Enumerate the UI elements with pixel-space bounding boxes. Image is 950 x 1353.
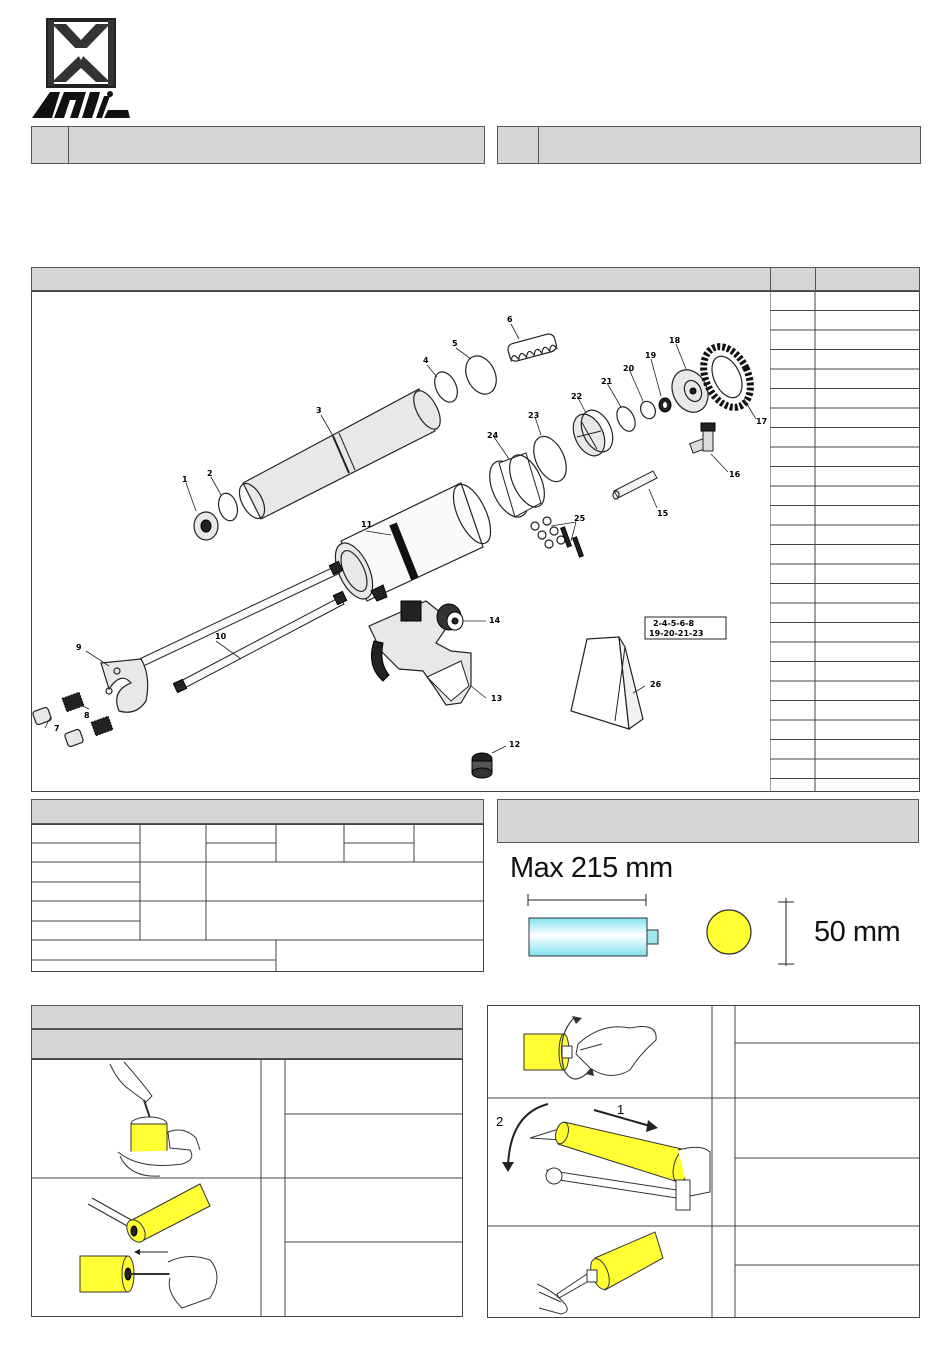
callout-1: 1 — [182, 475, 188, 484]
callout-22: 22 — [571, 392, 583, 401]
callout-5: 5 — [452, 339, 458, 348]
callout-6: 6 — [507, 315, 513, 324]
part-2-oring — [216, 491, 241, 523]
part-14-knob — [437, 604, 463, 630]
cartridge-dimension-graphic — [520, 888, 820, 970]
cartridge-diameter: 50 mm — [814, 916, 901, 948]
step-mount-illustration — [490, 1100, 715, 1220]
callout-9: 9 — [76, 643, 82, 652]
part-16-fitting — [690, 423, 715, 453]
callout-23: 23 — [528, 411, 540, 420]
step-insert-cartridge-illustration — [78, 1180, 228, 1314]
cartridge-max-length: Max 215 mm — [510, 852, 673, 884]
parts-header-divider-2 — [815, 267, 816, 291]
step-dispense-illustration — [535, 1228, 685, 1316]
title-bar-left — [31, 126, 485, 164]
part-5-ring — [460, 351, 502, 399]
brand-logo — [30, 14, 134, 120]
callout-15: 15 — [657, 509, 669, 518]
callout-16: 16 — [729, 470, 741, 479]
part-11-barrel — [328, 479, 498, 604]
part-10-rods — [127, 561, 346, 692]
part-20-washer — [638, 399, 658, 421]
cartridge-cyan-body — [529, 918, 647, 956]
arrow-label-2: 2 — [496, 1114, 504, 1129]
part-21-ring — [613, 404, 638, 434]
callout-7: 7 — [54, 724, 60, 733]
parts-group-line-1: 2-4-5-6-8 — [653, 619, 695, 628]
parts-list-table — [770, 291, 920, 792]
parts-group-line-2: 19-20-21-23 — [649, 629, 704, 638]
part-12-fitting — [472, 753, 492, 778]
callout-20: 20 — [623, 364, 635, 373]
exploded-parts-diagram — [31, 291, 770, 792]
part-19-nut — [659, 398, 671, 412]
instructions-header-2 — [31, 1029, 463, 1059]
step-unscrew-illustration — [520, 1010, 670, 1090]
spec-table — [31, 824, 484, 972]
callout-4: 4 — [423, 356, 429, 365]
part-6-spring — [507, 333, 558, 363]
callout-10: 10 — [215, 632, 227, 641]
spec-header — [31, 799, 484, 824]
callout-8: 8 — [84, 711, 90, 720]
callout-11: 11 — [361, 520, 373, 529]
callout-2: 2 — [207, 469, 213, 478]
part-24-collar — [482, 450, 552, 523]
callout-24: 24 — [487, 431, 499, 440]
title-bar-right-index — [497, 126, 539, 164]
title-bar-right — [497, 126, 921, 164]
callout-21: 21 — [601, 377, 613, 386]
part-9-bracket — [101, 659, 148, 712]
parts-header — [31, 267, 920, 291]
instructions-header-1 — [31, 1005, 463, 1029]
part-15-pin — [613, 471, 657, 499]
arrow-label-1: 1 — [617, 1102, 625, 1117]
callout-13: 13 — [491, 694, 503, 703]
part-26-bag — [571, 637, 643, 729]
title-bar-left-index — [31, 126, 69, 164]
callout-19: 19 — [645, 351, 657, 360]
step-cut-cartridge-illustration — [100, 1060, 210, 1178]
part-3-tube — [234, 387, 445, 523]
part-22-valve — [567, 405, 619, 461]
cartridge-header — [497, 799, 919, 843]
callout-12: 12 — [509, 740, 521, 749]
callout-25: 25 — [574, 514, 586, 523]
parts-header-divider-1 — [770, 267, 771, 291]
callout-26: 26 — [650, 680, 662, 689]
cartridge-yellow-section — [707, 910, 751, 954]
callout-3: 3 — [316, 406, 322, 415]
callout-17: 17 — [756, 417, 768, 426]
part-1-piston — [194, 512, 218, 540]
callout-14: 14 — [489, 616, 501, 625]
callout-18: 18 — [669, 336, 681, 345]
